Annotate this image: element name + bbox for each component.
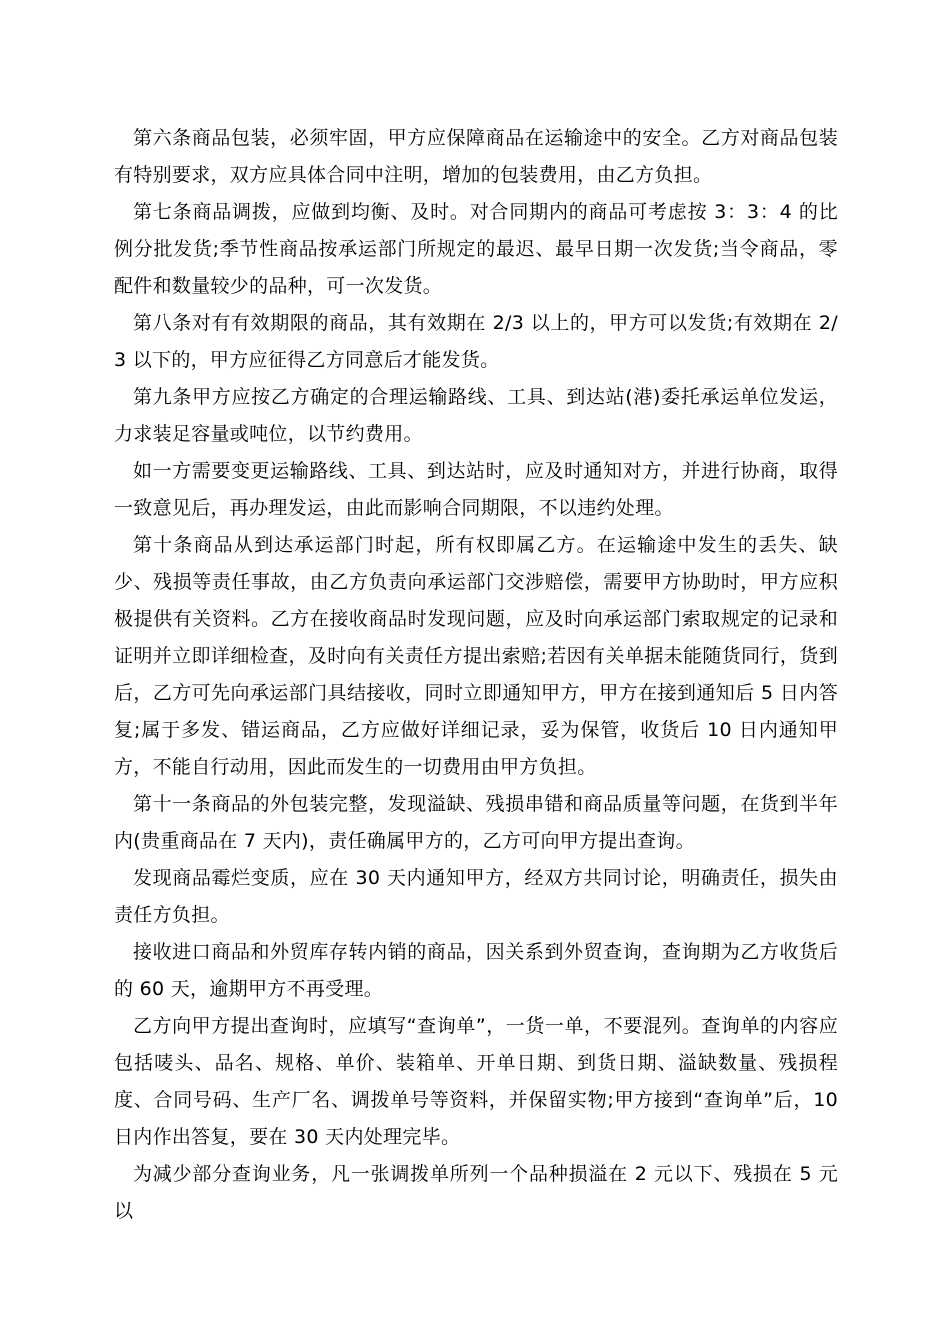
document-body [114,120,838,1230]
paragraph-article-11-imports: 接收进口商品和外贸库存转内销的商品，因关系到外贸查询，查询期为乙方收货后的 60 天，逾期甲方不再受理。 [114,941,838,1000]
paragraph-article-9-change: 如一方需要变更运输路线、工具、到达站时，应及时通知对方，并进行协商，取得一致意见后，再办理发运，由此而影响合同期限，不以违约处理。 [114,460,838,519]
paragraph-article-11-spoilage: 发现商品霉烂变质，应在 30 天内通知甲方，经双方共同讨论，明确责任，损失由责任方负担。 [114,867,838,926]
paragraph-article-7: 第七条商品调拨，应做到均衡、及时。对合同期内的商品可考虑按 3：3：4 的比例分批发货;季节性商品按承运部门所规定的最迟、最早日期一次发货;当令商品，零配件和数量较少的品种，可一次发货。 [114,201,838,297]
paragraph-article-6: 第六条商品包装，必须牢固，甲方应保障商品在运输途中的安全。乙方对商品包装有特别要求，双方应具体合同中注明，增加的包装费用，由乙方负担。 [114,127,838,186]
paragraph-article-9: 第九条甲方应按乙方确定的合理运输路线、工具、到达站(港)委托承运单位发运，力求装足容量或吨位，以节约费用。 [114,386,838,445]
paragraph-article-10: 第十条商品从到达承运部门时起，所有权即属乙方。在运输途中发生的丢失、缺少、残损等责任事故，由乙方负责向承运部门交涉赔偿，需要甲方协助时，甲方应积极提供有关资料。乙方在接收商品时发现问题，应及时向承运部门索取规定的记录和证明并立即详细检查，及时向有关责任方提出索赔;若因有关单据未能随货同行，货到后，乙方可先向承运部门具结接收，同时立即通知甲方，甲方在接到通知后 5 日内答复;属于多发、错运商品，乙方应做好详细记录，妥为保管，收货后 10 日内通知甲方，不能自行动用，因此而发生的一切费用由甲方负担。 [114,534,838,778]
paragraph-article-11: 第十一条商品的外包装完整，发现溢缺、残损串错和商品质量等问题，在货到半年内(贵重商品在 7 天内)，责任确属甲方的，乙方可向甲方提出查询。 [114,793,838,852]
paragraph-article-11-small-losses: 为减少部分查询业务，凡一张调拨单所列一个品种损溢在 2 元以下、残损在 5 元以 [114,1163,838,1222]
paragraph-article-8: 第八条对有有效期限的商品，其有效期在 2/3 以上的，甲方可以发货;有效期在 2/3 以下的，甲方应征得乙方同意后才能发货。 [114,312,838,371]
paragraph-article-11-query-form: 乙方向甲方提出查询时，应填写“查询单”，一货一单，不要混列。查询单的内容应包括唛头、品名、规格、单价、装箱单、开单日期、到货日期、溢缺数量、残损程度、合同号码、生产厂名、调拨单号等资料，并保留实物;甲方接到“查询单”后，10 日内作出答复，要在 30 天内处理完毕。 [114,1015,838,1148]
